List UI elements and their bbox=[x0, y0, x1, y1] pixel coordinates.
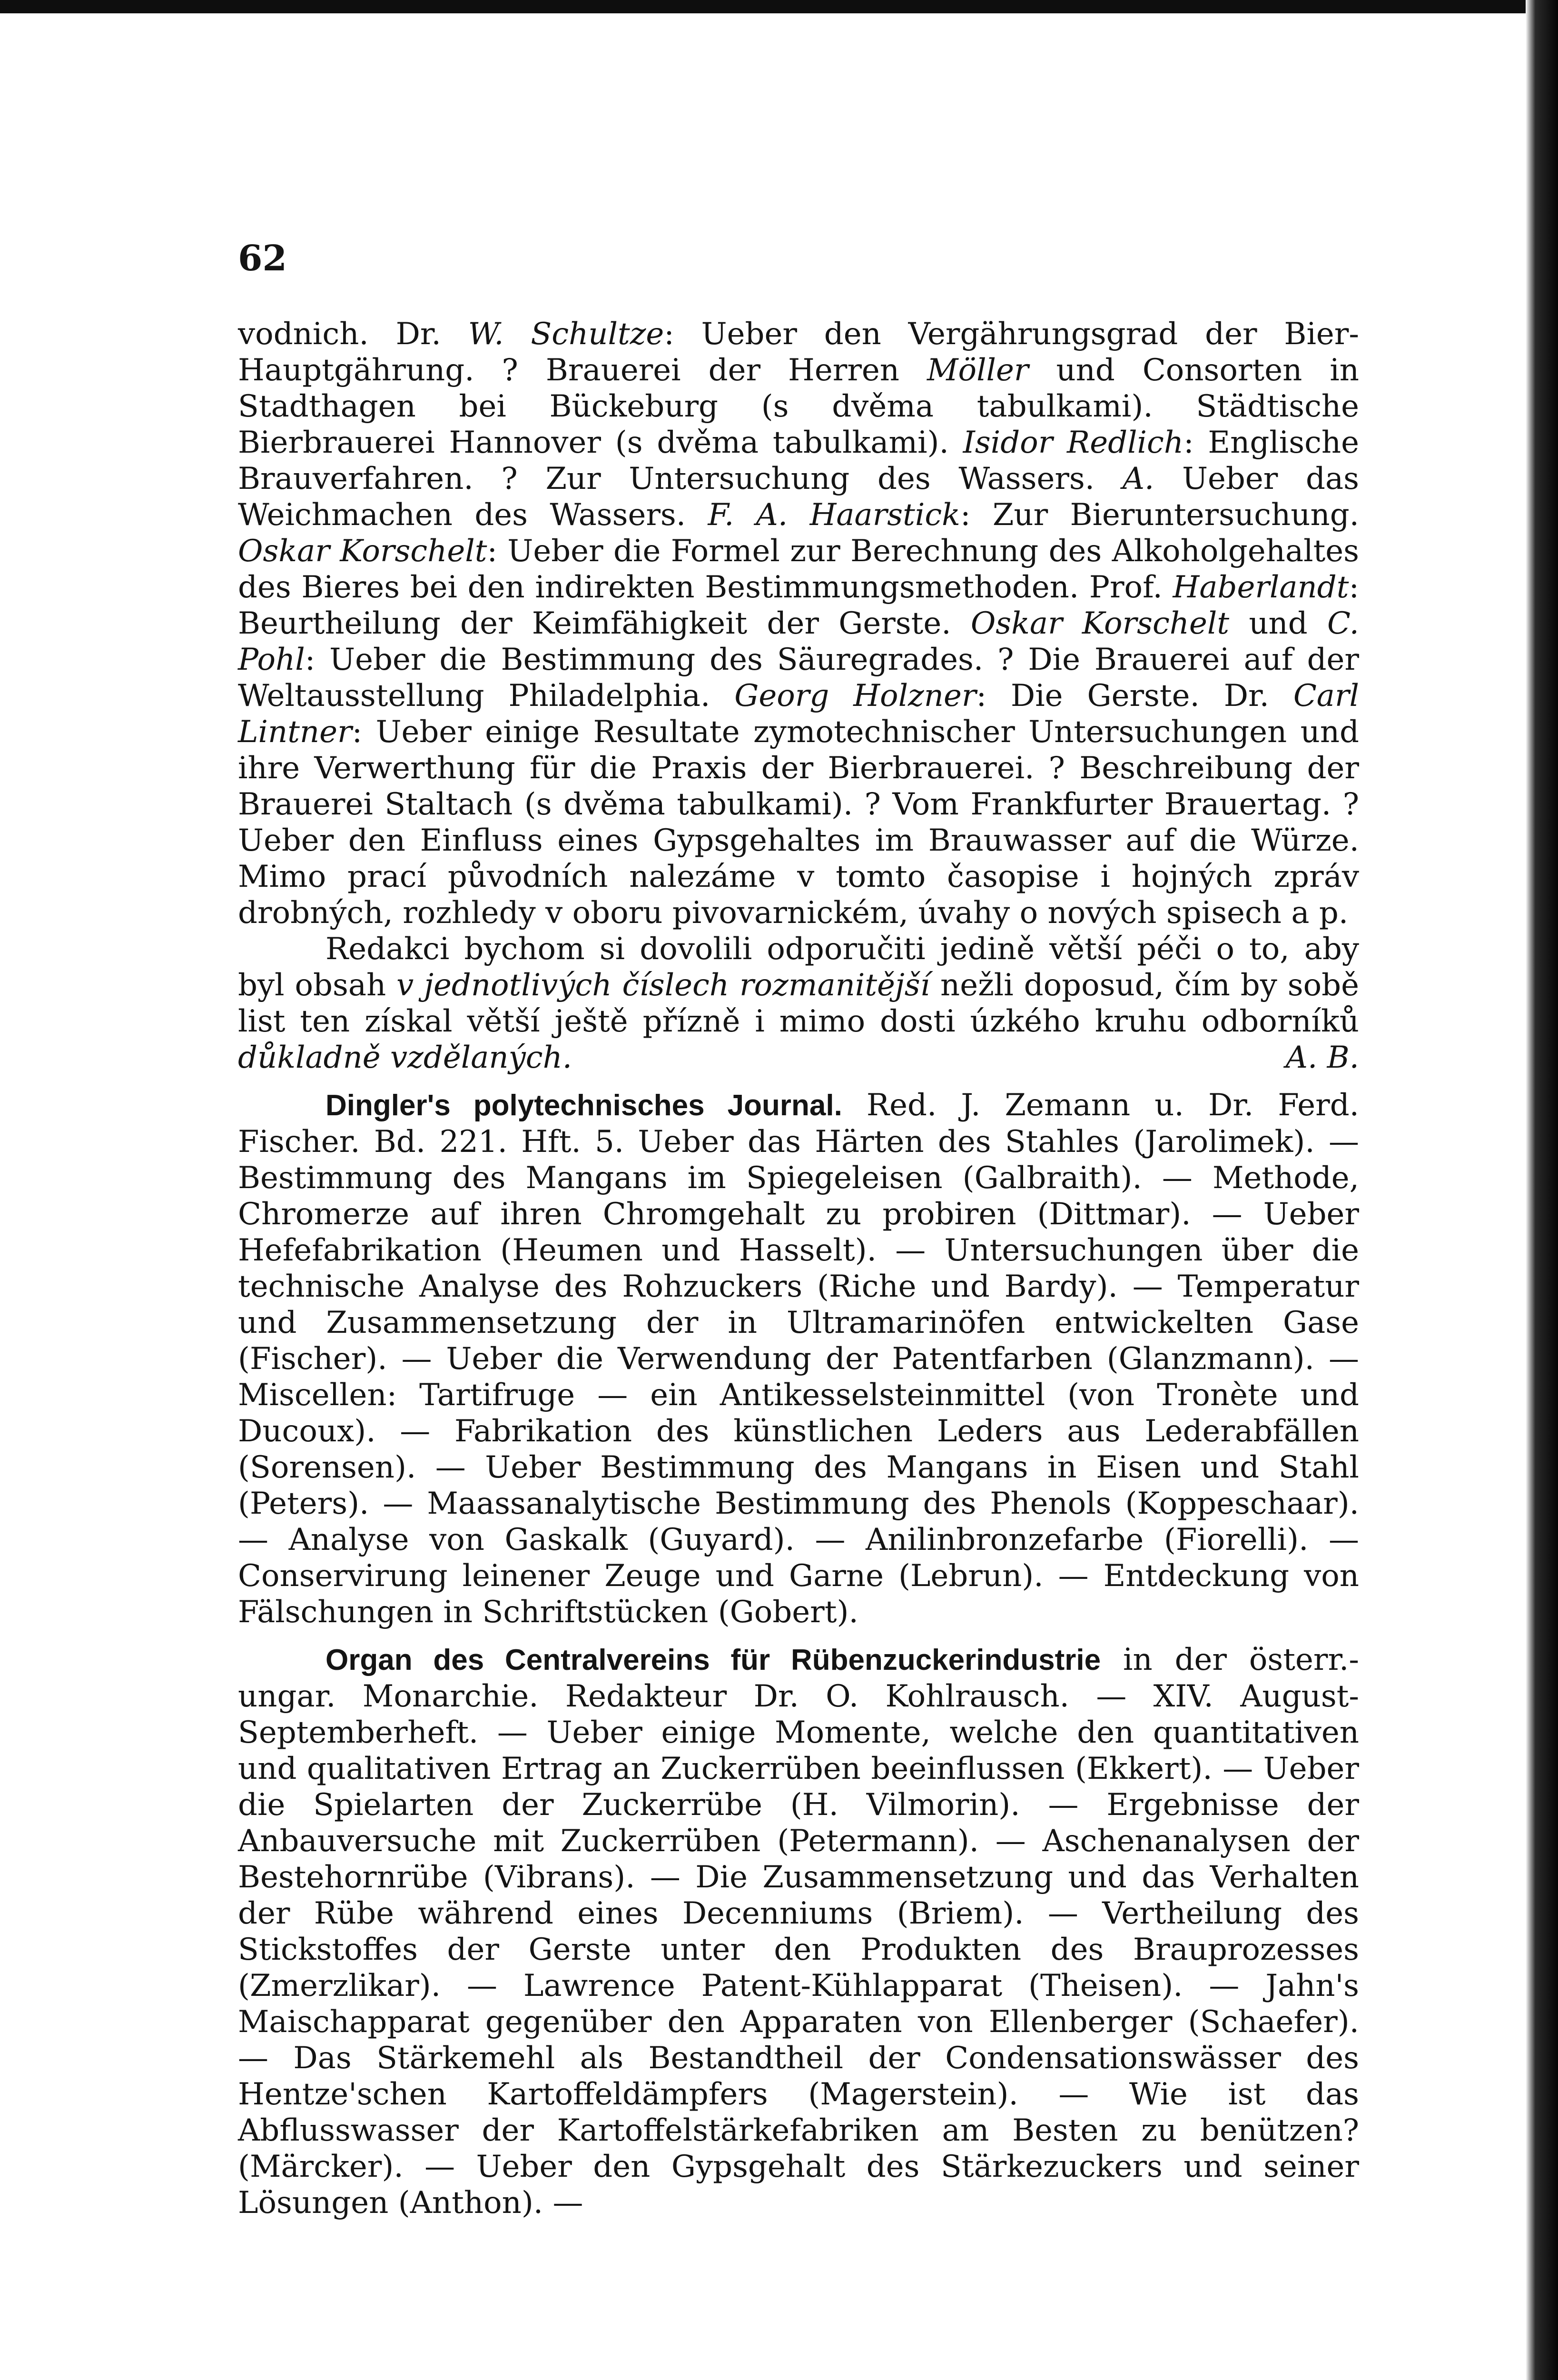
paragraph-editorial-remark bbox=[238, 931, 1359, 1076]
page-number: 62 bbox=[238, 238, 287, 279]
italic-name: W. Schultze bbox=[468, 317, 664, 352]
text-run: : Ueber die Bestimmung des Säuregrades. ? Die Brauerei auf der Weltausstellung Philadelphia. bbox=[238, 642, 1359, 714]
text-run: Redakci bychom si dovolili odporučiti jedině větší péči o to, aby byl obsah bbox=[238, 932, 1359, 1003]
text-run: : Ueber einige Resultate zymotechnischer Untersuchungen und ihre Verwerthung für die Praxis der Bierbrauerei. ? Beschreibung der Brauerei Staltach (s dvěma tabulkami). ? Vom Frankfurter Brauertag. ? Ueber den Einfluss eines Gypsgehaltes im Brauwasser auf die Würze. Mimo prací původních nalezáme v tomto časopise i hojných zpráv drobných, rozhledy v oboru pivovarnickém, úvahy o nových spisech a p. bbox=[238, 714, 1359, 931]
text-run: : Englische Brauverfahren. ? Zur Untersuchung des Wassers. bbox=[238, 425, 1360, 496]
paragraph-dinglers-journal bbox=[238, 1087, 1359, 1630]
italic-name: Haberlandt bbox=[1173, 570, 1349, 605]
journal-title: Organ des Centralvereins für Rübenzuckerindustrie bbox=[325, 1644, 1101, 1676]
text-run: Red. J. Zemann u. Dr. Ferd. Fischer. Bd. 221. Hft. 5. Ueber das Härten des Stahles (Jarolimek). — Bestimmung des Mangans im Spiegeleisen (Galbraith). — Methode, Chromerze auf ihren Chromgehalt zu probiren (Dittmar). — Ueber Hefefabrikation (Heumen und Hasselt). — Untersuchungen über die technische Analyse des Rohzuckers (Riche und Bardy). — Temperatur und Zusammensetzung der in Ultramarinöfen entwickelten Gase (Fischer). — Ueber die Verwendung der Patentfarben (Glanzmann). — Miscellen: Tartifruge — ein Antikesselsteinmittel (von Tronète und Ducoux). — Fabrikation des künstlichen Leders aus Lederabfällen (Sorensen). — Ueber Bestimmung des Mangans in Eisen und Stahl (Peters). — Maassanalytische Bestimmung des Phenols (Koppeschaar). — Analyse von Gaskalk (Guyard). — Anilinbronzefarbe (Fiorelli). — Conservirung leinener Zeuge und Garne (Lebrun). — Entdeckung von Fälschungen in Schriftstücken (Gobert). bbox=[238, 1088, 1359, 1630]
italic-name: Oskar Korschelt bbox=[238, 534, 487, 569]
book-page bbox=[238, 0, 1359, 2380]
author-signature: A. B. bbox=[1285, 1040, 1359, 1075]
text-run: in der österr.-ungar. Monarchie. Redakteur Dr. O. Kohlrausch. — XIV. August-Septemberheft. — Ueber einige Momente, welche den quantitativen und qualitativen Ertrag an Zuckerrüben beeinflussen (Ekkert). — Ueber die Spielarten der Zuckerrübe (H. Vilmorin). — Ergebnisse der Anbauversuche mit Zuckerrüben (Petermann). — Aschenanalysen der Bestehornrübe (Vibrans). — Die Zusammensetzung und das Verhalten der Rübe während eines Decenniums (Briem). — Vertheilung des Stickstoffes der Gerste unter den Produkten des Brauprozesses (Zmerzlikar). — Lawrence Patent-Kühlapparat (Theisen). — Jahn's Maischapparat gegenüber den Apparaten von Ellenberger (Schaefer). — Das Stärkemehl als Bestandtheil der Condensationswässer des Hentze'schen Kartoffeldämpfers (Magerstein). — Wie ist das Abflusswasser der Kartoffelstärkefabriken am Besten zu benützen? (Märcker). — Ueber den Gypsgehalt des Stärkezuckers und seiner Lösungen (Anthon). — bbox=[238, 1642, 1359, 2221]
text-run: : Die Gerste. Dr. bbox=[976, 678, 1293, 714]
italic-name: C. Pohl bbox=[238, 606, 1360, 677]
text-run: : Ueber den Vergährungsgrad der Bier-Hauptgährung. ? Brauerei der Herren bbox=[238, 317, 1360, 388]
paragraph-rubenzucker-organ bbox=[238, 1642, 1359, 2221]
text-run: und Consorten in Stadthagen bei Bückeburg (s dvěma tabulkami). Städtische Bierbrauerei Hannover (s dvěma tabulkami). bbox=[238, 353, 1360, 460]
italic-name: A. bbox=[1122, 461, 1154, 496]
text-run: : Zur Bieruntersuchung. bbox=[960, 497, 1360, 533]
journal-title: Dingler's polytechnisches Journal. bbox=[325, 1089, 842, 1122]
text-run: : Ueber die Formel zur Berechnung des Alkoholgehaltes des Bieres bei den indirekten Bestimmungsmethoden. Prof. bbox=[238, 534, 1360, 605]
italic-name: F. A. Haarstick bbox=[708, 497, 960, 533]
scan-edge-right bbox=[1526, 0, 1558, 2380]
italic-name: Georg Holzner bbox=[734, 678, 976, 714]
italic-name: Carl Lintner bbox=[238, 678, 1360, 750]
italic-name: Isidor Redlich bbox=[963, 425, 1184, 460]
text-run: : Beurtheilung der Keimfähigkeit der Gerste. bbox=[238, 570, 1359, 641]
text-run: nežli doposud, čím by sobě list ten získal větší ještě přízně i mimo dosti úzkého kruhu odborníků bbox=[238, 968, 1359, 1039]
italic-name: Oskar Korschelt bbox=[970, 606, 1230, 641]
editorial-remark-text bbox=[238, 932, 1359, 1075]
text-run: und bbox=[1229, 606, 1327, 641]
italic-name: v jednotlivých číslech rozmanitější bbox=[396, 968, 930, 1003]
paragraph-brewing-journal-contents bbox=[238, 316, 1359, 931]
text-body bbox=[238, 316, 1359, 2232]
text-run: vodnich. Dr. bbox=[238, 317, 468, 352]
italic-name: důkladně vzdělaných. bbox=[238, 1040, 572, 1075]
italic-name: Möller bbox=[927, 353, 1029, 388]
text-run: Ueber das Weichmachen des Wassers. bbox=[238, 461, 1359, 533]
